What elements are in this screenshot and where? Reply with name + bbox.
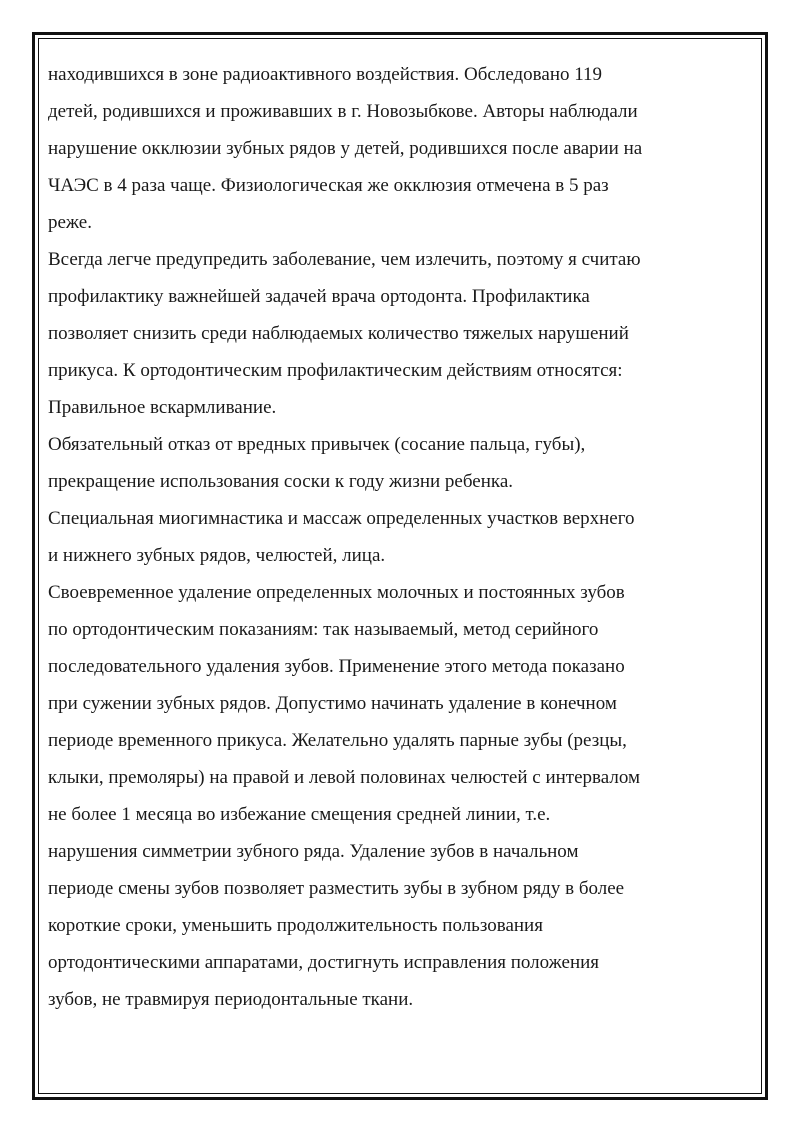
text-line: реже.	[48, 212, 92, 233]
text-line: по ортодонтическим показаниям: так называемый, метод серийного	[48, 619, 599, 640]
text-line: Всегда легче предупредить заболевание, чем излечить, поэтому я считаю	[48, 249, 641, 270]
text-line: Обязательный отказ от вредных привычек (сосание пальца, губы),	[48, 434, 586, 455]
text-line: не более 1 месяца во избежание смещения средней линии, т.е.	[48, 804, 551, 825]
text-line: профилактику важнейшей задачей врача ортодонта. Профилактика	[48, 286, 590, 307]
text-line: периоде смены зубов позволяет разместить зубы в зубном ряду в более	[48, 878, 625, 899]
text-line: Правильное вскармливание.	[48, 397, 277, 418]
text-line: нарушение окклюзии зубных рядов у детей, родившихся после аварии на	[48, 138, 643, 159]
text-line: клыки, премоляры) на правой и левой половинах челюстей с интервалом	[48, 767, 640, 788]
text-line: позволяет снизить среди наблюдаемых количество тяжелых нарушений	[48, 323, 629, 344]
text-line: детей, родившихся и проживавших в г. Новозыбкове. Авторы наблюдали	[48, 101, 638, 122]
text-line: ЧАЭС в 4 раза чаще. Физиологическая же окклюзия отмечена в 5 раз	[48, 175, 609, 196]
text-line: Своевременное удаление определенных молочных и постоянных зубов	[48, 582, 625, 603]
text-line: периоде временного прикуса. Желательно удалять парные зубы (резцы,	[48, 730, 627, 751]
text-line: короткие сроки, уменьшить продолжительность пользования	[48, 915, 543, 936]
text-line: и нижнего зубных рядов, челюстей, лица.	[48, 545, 386, 566]
text-line: находившихся в зоне радиоактивного воздействия. Обследовано 119	[48, 64, 603, 85]
text-line: прекращение использования соски к году жизни ребенка.	[48, 471, 514, 492]
text-line: при сужении зубных рядов. Допустимо начинать удаление в конечном	[48, 693, 617, 714]
text-line: зубов, не травмируя периодонтальные ткани.	[48, 989, 414, 1010]
document-body	[48, 56, 738, 1018]
text-line: ортодонтическими аппаратами, достигнуть исправления положения	[48, 952, 600, 973]
text-line: нарушения симметрии зубного ряда. Удаление зубов в начальном	[48, 841, 579, 862]
text-line: Специальная миогимнастика и массаж определенных участков верхнего	[48, 508, 635, 529]
text-line: последовательного удаления зубов. Применение этого метода показано	[48, 656, 625, 677]
text-line: прикуса. К ортодонтическим профилактическим действиям относятся:	[48, 360, 623, 381]
